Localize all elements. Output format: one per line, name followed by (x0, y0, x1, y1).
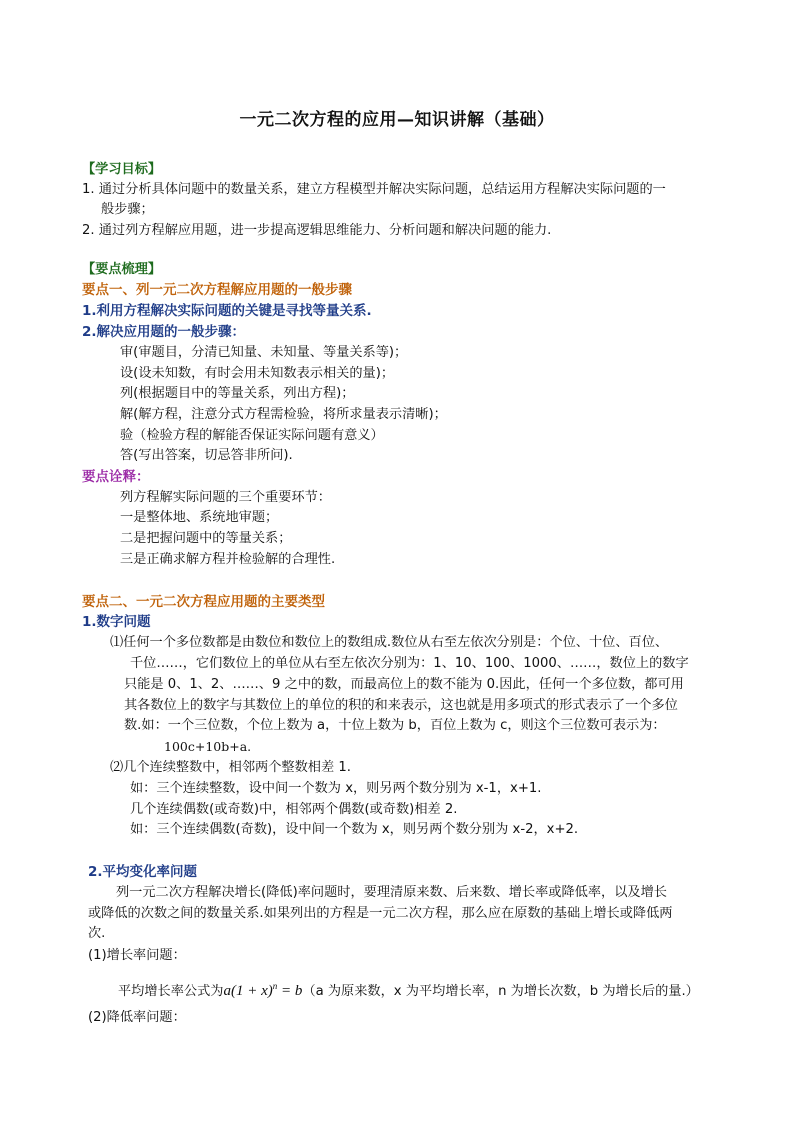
step-review: 审(审题目，分清已知量、未知量、等量关系等)； (120, 345, 408, 360)
page-title: 一元二次方程的应用—知识讲解（基础） (239, 110, 555, 130)
step-verify: 验（检验方程的解能否保证实际问题有意义） (120, 428, 384, 443)
key-points-tag: 【要点梳理】 (82, 262, 162, 277)
number-line-4: 其各数位上的数字与其数位上的单位的积的和来表示，这也就是用多项式的形式表示了一个多位 (124, 698, 678, 713)
goal-1-line-1: 1. 通过分析具体问题中的数量关系，建立方程模型并解决实际问题，总结运用方程解决实际问题的一 (82, 182, 666, 197)
goal-2: 2. 通过列方程解应用题，进一步提高逻辑思维能力、分析问题和解决问题的能力. (82, 223, 552, 238)
consecutive-line-3: 几个连续偶数(或奇数)中，相邻两个偶数(或奇数)相差 2. (130, 802, 458, 817)
point-1-subheading-2: 2.解决应用题的一般步骤： (82, 324, 246, 340)
note-line-1: 列方程解实际问题的三个重要环节： (120, 490, 331, 505)
growth-formula-exponent: n (272, 981, 278, 991)
note-line-3: 二是把握问题中的等量关系； (120, 531, 292, 546)
step-solve: 解(解方程，注意分式方程需检验，将所求量表示清晰)； (120, 407, 447, 422)
decline-rate-heading: (2)降低率问题： (88, 1010, 186, 1025)
consecutive-line-4: 如：三个连续偶数(奇数)，设中间一个数为 x，则另两个数分别为 x-2，x+2. (130, 822, 579, 837)
point-2-heading: 要点二、一元二次方程应用题的主要类型 (82, 594, 325, 610)
rate-line-3: 次. (88, 926, 106, 941)
rate-problem-heading: 2.平均变化率问题 (88, 864, 198, 880)
number-line-5: 数.如：一个三位数，个位上数为 a，十位上数为 b，百位上数为 c，则这个三位数可表示为： (124, 718, 666, 733)
consecutive-line-1: ⑵几个连续整数中，相邻两个整数相差 1. (110, 760, 351, 775)
growth-formula-suffix: （a 为原来数，x 为平均增长率，n 为增长次数，b 为增长后的量.） (302, 984, 699, 999)
growth-rate-heading: (1)增长率问题： (88, 948, 186, 963)
number-problem-heading: 1.数字问题 (82, 614, 151, 630)
learning-goals-tag: 【学习目标】 (82, 162, 162, 177)
step-set: 设(设未知数，有时会用未知数表示相关的量)； (120, 366, 395, 381)
growth-formula-rhs: = b (277, 983, 303, 999)
point-1-heading: 要点一、列一元二次方程解应用题的一般步骤 (82, 282, 352, 298)
number-line-2: 千位……，它们数位上的单位从右至左依次分别为：1、10、100、1000、……，数位上的数字 (130, 656, 689, 671)
note-heading: 要点诠释： (82, 469, 150, 485)
three-digit-expression: 100c+10b+a. (164, 739, 252, 754)
consecutive-line-2: 如：三个连续整数，设中间一个数为 x，则另两个数分别为 x-1，x+1. (130, 781, 542, 796)
goal-1-line-2: 般步骤； (101, 202, 154, 217)
note-line-2: 一是整体地、系统地审题； (120, 510, 279, 525)
growth-rate-formula-line (118, 976, 699, 1002)
rate-line-1: 列一元二次方程解决增长(降低)率问题时，要理清原来数、后来数、增长率或降低率，以及增长 (116, 885, 667, 900)
note-line-4: 三是正确求解方程并检验解的合理性. (120, 552, 336, 567)
growth-formula (224, 983, 303, 999)
number-line-3: 只能是 0、1、2、……、9 之中的数，而最高位上的数不能为 0.因此，任何一个多位数，都可用 (124, 677, 684, 692)
step-list: 列(根据题目中的等量关系，列出方程)； (120, 386, 355, 401)
step-answer: 答(写出答案，切忌答非所问). (120, 448, 293, 463)
number-line-1: ⑴任何一个多位数都是由数位和数位上的数组成.数位从右至左依次分别是：个位、十位、百位、 (110, 635, 669, 650)
point-1-subheading-1: 1.利用方程解决实际问题的关键是寻找等量关系. (82, 303, 372, 319)
rate-line-2: 或降低的次数之间的数量关系.如果列出的方程是一元二次方程，那么应在原数的基础上增长或降低两 (88, 906, 673, 921)
growth-formula-prefix: 平均增长率公式为 (118, 984, 224, 999)
growth-formula-base: a(1 + x) (223, 983, 273, 999)
